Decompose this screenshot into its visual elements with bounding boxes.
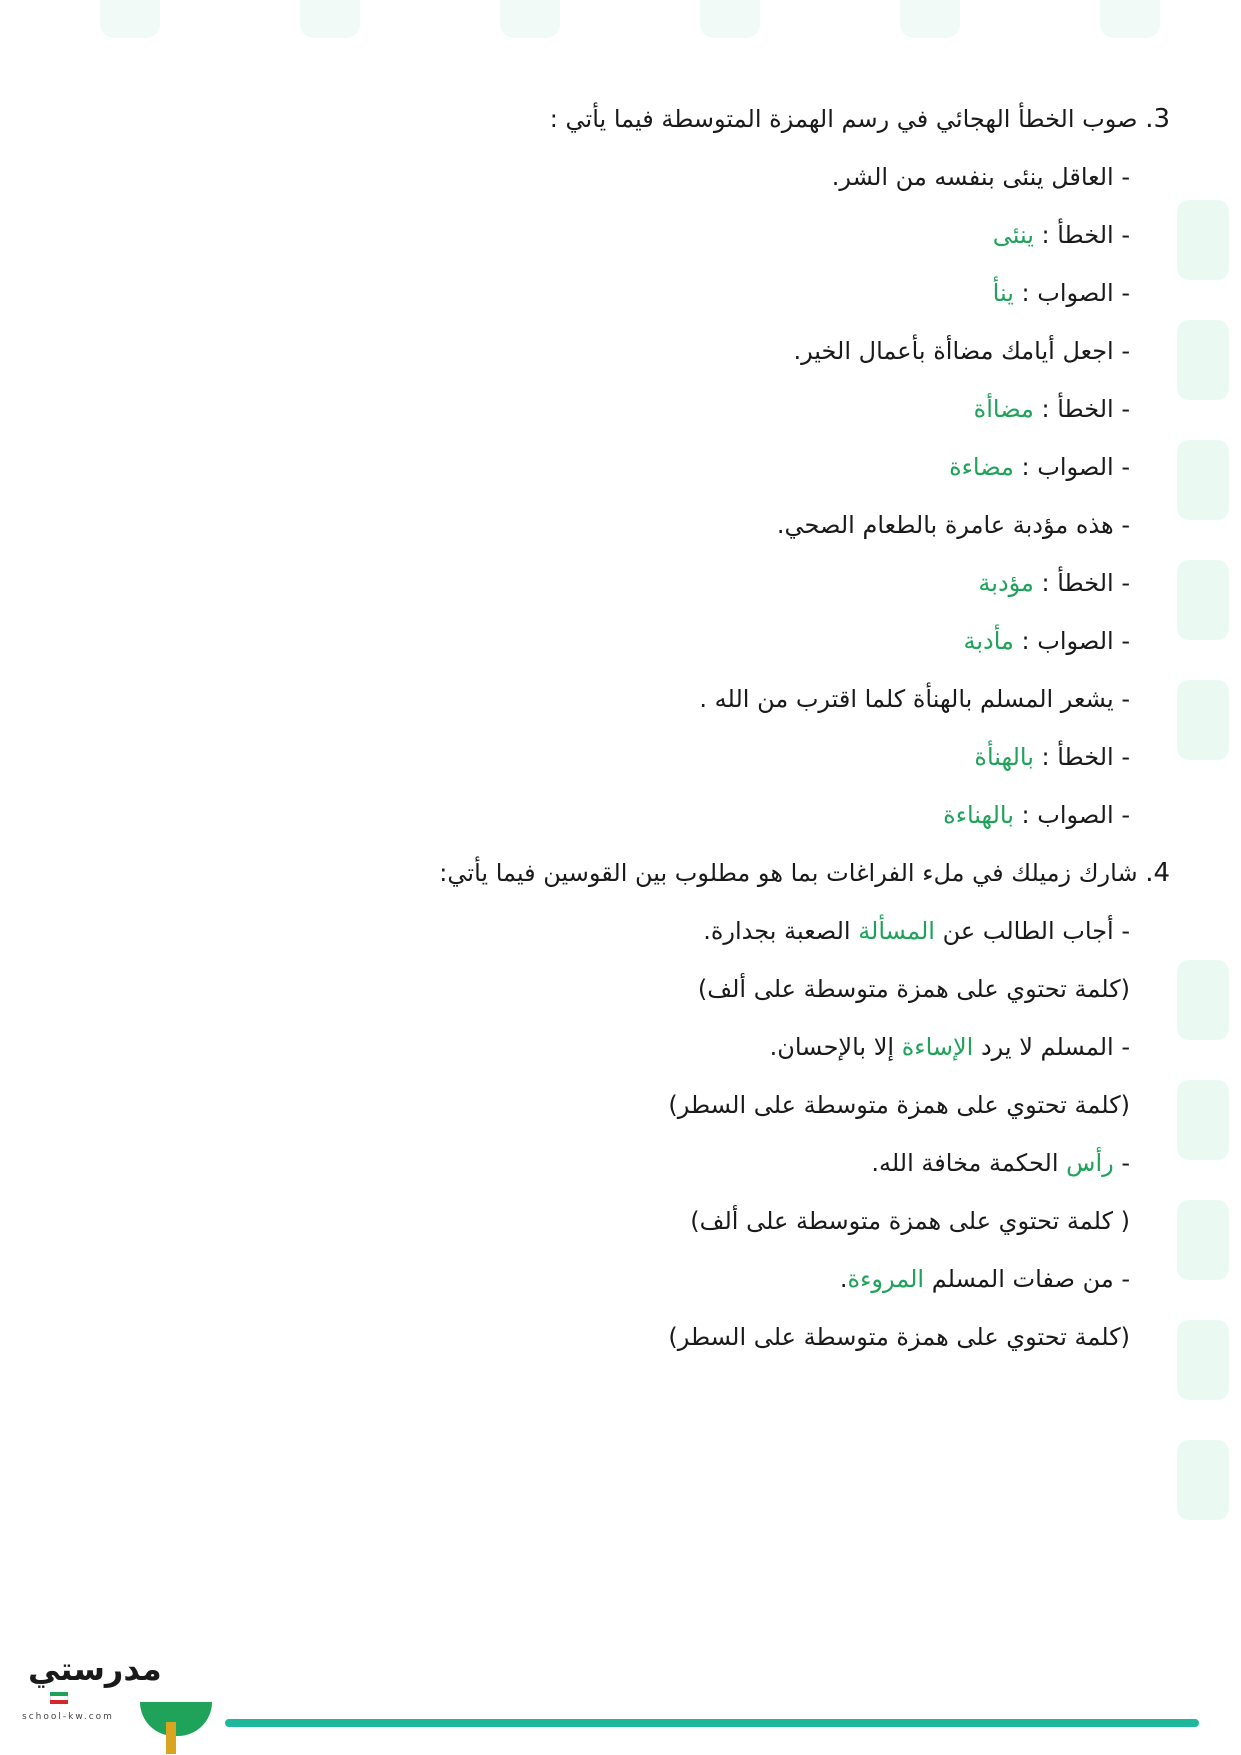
right-word: ينأ — [992, 279, 1014, 307]
wrong-line — [380, 380, 1170, 438]
watermark-logo — [1177, 680, 1229, 760]
wrong-label: - الخطأ : — [1033, 569, 1130, 597]
sentence-after: . — [839, 1265, 848, 1293]
watermark-logo — [1177, 960, 1229, 1040]
watermark-logo — [300, 0, 360, 38]
sentence-after: إلا بالإحسان. — [769, 1033, 902, 1061]
watermark-logo — [1177, 440, 1229, 520]
watermark-logo — [1177, 1080, 1229, 1160]
watermark-logo — [100, 0, 160, 38]
footer-bar — [225, 1719, 1199, 1727]
question-text: شارك زميلك في ملء الفراغات بما هو مطلوب بين القوسين فيما يأتي: — [439, 859, 1138, 887]
right-label: - الصواب : — [1013, 801, 1130, 829]
right-line — [380, 612, 1170, 670]
sentence-before: - من صفات المسلم — [924, 1265, 1130, 1293]
kuwait-flag-icon — [50, 1692, 68, 1704]
watermark-logo — [1177, 1200, 1229, 1280]
watermark-logo — [900, 0, 960, 38]
sentence: - هذه مؤدبة عامرة بالطعام الصحي. — [776, 511, 1130, 539]
hint: ( كلمة تحتوي على همزة متوسطة على ألف) — [690, 1207, 1130, 1235]
right-word: مضاءة — [949, 453, 1014, 481]
hint: (كلمة تحتوي على همزة متوسطة على السطر) — [668, 1323, 1130, 1351]
leaf-icon — [140, 1702, 212, 1736]
question-number: 3. — [1145, 104, 1170, 134]
wrong-line — [380, 554, 1170, 612]
watermark-logo — [700, 0, 760, 38]
fill-sentence — [380, 1018, 1170, 1076]
wrong-word: مضاأة — [973, 395, 1034, 423]
question-4-prompt — [380, 844, 1170, 902]
wrong-word: ينئى — [992, 221, 1034, 249]
right-label: - الصواب : — [1013, 453, 1130, 481]
right-line — [380, 438, 1170, 496]
wrong-label: - الخطأ : — [1033, 395, 1130, 423]
sentence-before: - المسلم لا يرد — [973, 1033, 1130, 1061]
answer-word: الإساءة — [901, 1033, 974, 1061]
fill-sentence — [380, 1250, 1170, 1308]
logo-text: مدرستي — [28, 1650, 162, 1688]
right-label: - الصواب : — [1013, 279, 1130, 307]
footer-logo — [22, 1650, 162, 1740]
fill-sentence — [380, 902, 1170, 960]
right-line — [380, 786, 1170, 844]
right-word: مأدبة — [963, 627, 1014, 655]
question-text: صوب الخطأ الهجائي في رسم الهمزة المتوسطة فيما يأتي : — [549, 105, 1138, 133]
sentence: - العاقل ينئى بنفسه من الشر. — [831, 163, 1130, 191]
sentence: - يشعر المسلم بالهنأة كلما اقترب من الله . — [699, 685, 1130, 713]
watermark-logo — [1177, 1320, 1229, 1400]
logo-url: school-kw.com — [22, 1712, 114, 1722]
wrong-line — [380, 728, 1170, 786]
question-number: 4. — [1145, 858, 1170, 888]
hint: (كلمة تحتوي على همزة متوسطة على ألف) — [697, 975, 1130, 1003]
wrong-label: - الخطأ : — [1033, 221, 1130, 249]
worksheet-content — [380, 90, 1170, 1366]
sentence-before: - أجاب الطالب عن — [934, 917, 1130, 945]
wrong-line — [380, 206, 1170, 264]
watermark-logo — [1177, 200, 1229, 280]
question-3-prompt — [380, 90, 1170, 148]
answer-word: المروءة — [847, 1265, 925, 1293]
watermark-logo — [1177, 1440, 1229, 1520]
answer-word: المسألة — [858, 917, 935, 945]
pencil-icon — [166, 1722, 176, 1754]
wrong-word: بالهنأة — [974, 743, 1034, 771]
answer-word: رأس — [1066, 1149, 1114, 1177]
watermark-logo — [1177, 560, 1229, 640]
hint: (كلمة تحتوي على همزة متوسطة على السطر) — [668, 1091, 1130, 1119]
right-word: بالهناءة — [943, 801, 1014, 829]
sentence: - اجعل أيامك مضاأة بأعمال الخير. — [793, 337, 1130, 365]
sentence-after: الحكمة مخافة الله. — [871, 1149, 1067, 1177]
wrong-word: مؤدبة — [978, 569, 1034, 597]
right-label: - الصواب : — [1013, 627, 1130, 655]
fill-sentence — [380, 1134, 1170, 1192]
right-line — [380, 264, 1170, 322]
sentence-after: الصعبة بجدارة. — [703, 917, 859, 945]
sentence-before: - — [1113, 1149, 1130, 1177]
wrong-label: - الخطأ : — [1033, 743, 1130, 771]
watermark-logo — [1100, 0, 1160, 38]
watermark-logo — [1177, 320, 1229, 400]
watermark-logo — [500, 0, 560, 38]
